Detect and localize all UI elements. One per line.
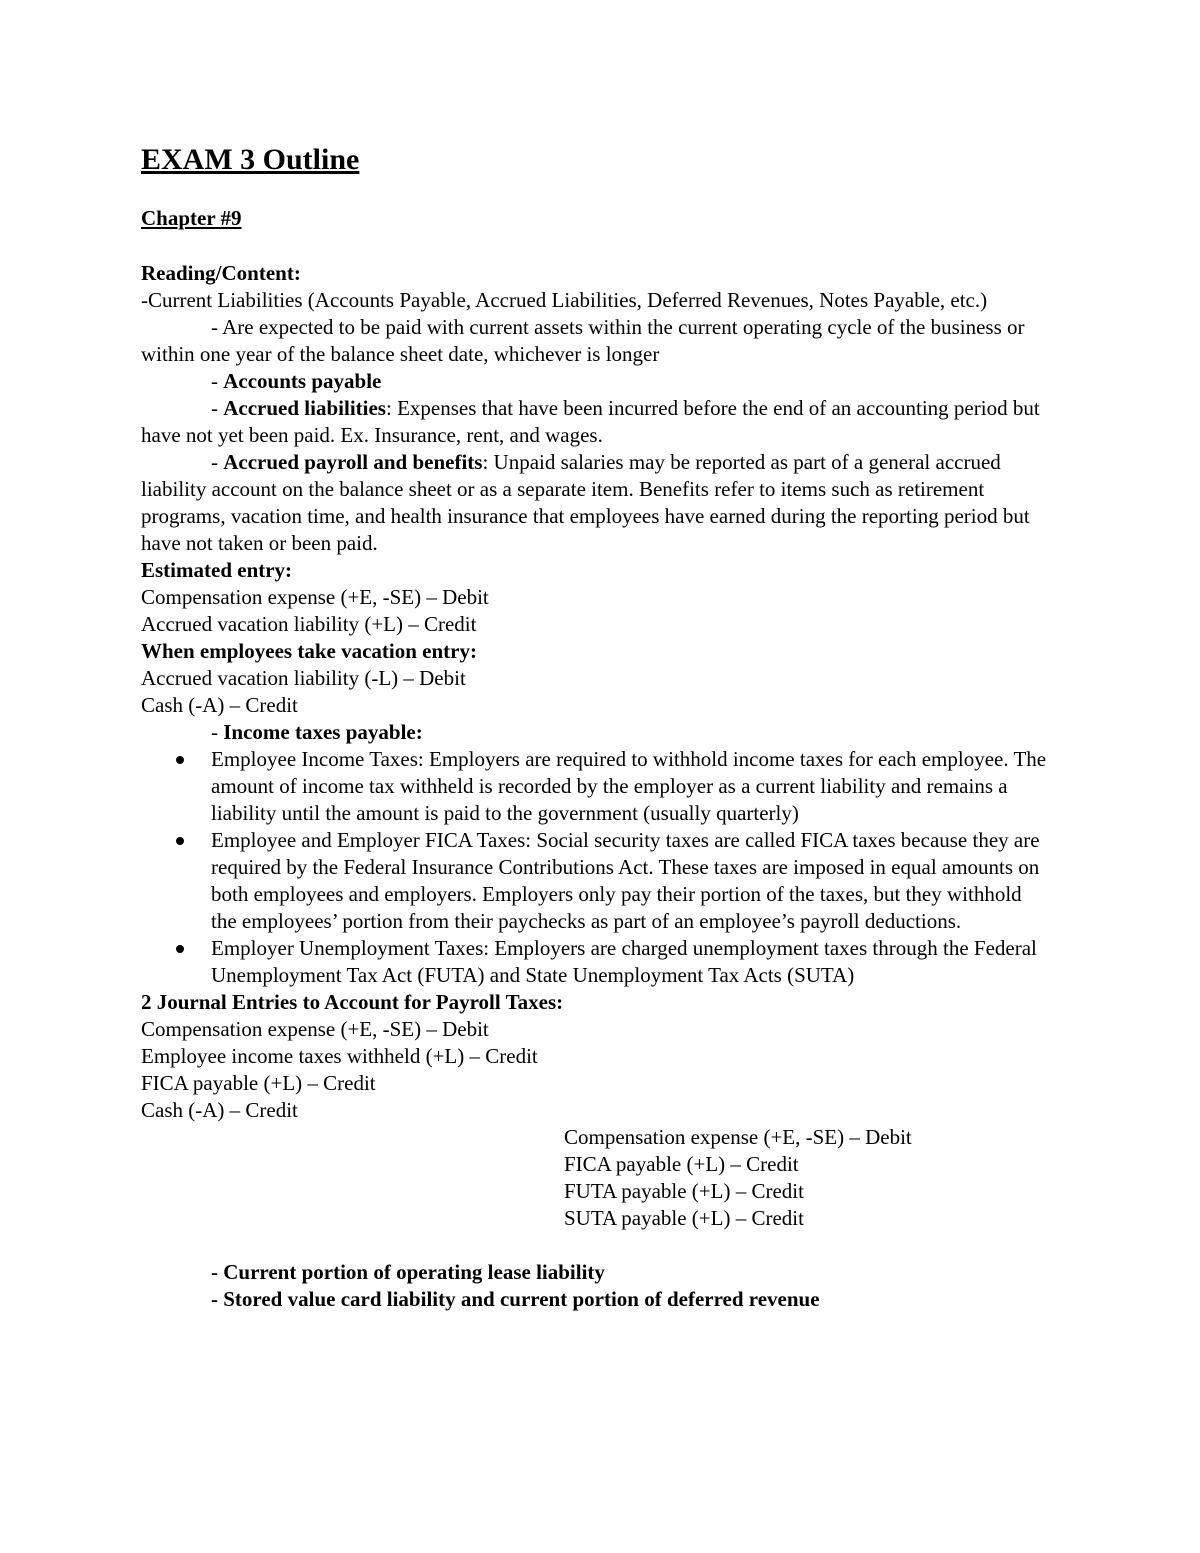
payroll-entry-left-line: Compensation expense (+E, -SE) – Debit <box>141 1017 489 1041</box>
accrued-payroll-definition: : Unpaid salaries may be reported as part of a general accrued liability account on the balance sheet or as a separate item. Benefits refer to items such as retirement programs, vacation time, and health insurance that employees have earned during the reporting period but have not taken or been paid. <box>141 450 1030 555</box>
accrued-liabilities-term: Accrued liabilities <box>223 396 386 420</box>
accrued-payroll-prefix: - <box>211 450 224 474</box>
estimated-entry-heading: Estimated entry: <box>141 558 293 582</box>
estimated-entry-line: Accrued vacation liability (+L) – Credit <box>141 612 477 636</box>
payroll-entry-left-line: Cash (-A) – Credit <box>141 1098 298 1122</box>
income-taxes-prefix: - <box>211 720 224 744</box>
income-taxes-heading <box>141 719 1051 746</box>
accrued-payroll-paragraph <box>141 449 1051 557</box>
bullet-icon <box>176 756 184 764</box>
payroll-entry-right-line: Compensation expense (+E, -SE) – Debit <box>564 1125 912 1149</box>
estimated-entry-line: Compensation expense (+E, -SE) – Debit <box>141 585 489 609</box>
reading-content-heading: Reading/Content: <box>141 261 301 285</box>
payroll-entry-right-line: SUTA payable (+L) – Credit <box>564 1206 804 1230</box>
document-title: EXAM 3 Outline <box>141 143 360 176</box>
payroll-entry-right-block <box>141 1124 1051 1232</box>
tax-bullet-list <box>141 746 1051 989</box>
bullet-text: Employee Income Taxes: Employers are required to withhold income taxes for each employee. The amount of income tax withheld is recorded by the employer as a current liability and remains a liability until the amount is paid to the government (usually quarterly) <box>211 747 1047 825</box>
accounts-payable-term: Accounts payable <box>223 369 382 393</box>
vacation-entry-heading: When employees take vacation entry: <box>141 639 477 663</box>
current-portion-lease: - Current portion of operating lease liability <box>211 1260 605 1284</box>
payroll-entry-left-line: FICA payable (+L) – Credit <box>141 1071 376 1095</box>
accrued-liabilities-prefix: - <box>211 396 224 420</box>
blank-line <box>141 1232 1051 1259</box>
document-body <box>141 260 1051 1313</box>
accounts-payable-prefix: - <box>211 369 224 393</box>
vacation-entry-line: Accrued vacation liability (-L) – Debit <box>141 666 466 690</box>
payroll-entries-heading: 2 Journal Entries to Account for Payroll Taxes: <box>141 990 564 1014</box>
accrued-liabilities-definition: : Expenses that have been incurred before the end of an accounting period but have not yet been paid. Ex. Insurance, rent, and wages. <box>141 396 1040 447</box>
list-item <box>141 935 1051 989</box>
stored-value-card: - Stored value card liability and current portion of deferred revenue <box>211 1287 820 1311</box>
accrued-payroll-term: Accrued payroll and benefits <box>223 450 483 474</box>
bullet-icon <box>176 837 184 845</box>
payroll-entry-right-line: FICA payable (+L) – Credit <box>564 1152 799 1176</box>
list-item <box>141 827 1051 935</box>
current-liabilities-paragraph: -Current Liabilities (Accounts Payable, Accrued Liabilities, Deferred Revenues, Notes Payable, etc.) <box>141 288 988 312</box>
expected-paid-paragraph: - Are expected to be paid with current assets within the current operating cycle of the business or within one year of the balance sheet date, whichever is longer <box>141 315 1025 366</box>
chapter-heading: Chapter #9 <box>141 206 242 230</box>
income-taxes-term: Income taxes payable: <box>223 720 423 744</box>
payroll-entry-left-line: Employee income taxes withheld (+L) – Credit <box>141 1044 538 1068</box>
payroll-entry-right-line: FUTA payable (+L) – Credit <box>564 1179 804 1203</box>
bullet-text: Employee and Employer FICA Taxes: Social security taxes are called FICA taxes because they are required by the Federal Insurance Contributions Act. These taxes are imposed in equal amounts on both employees and employers. Employers only pay their portion of the taxes, but they withhold the employees’ portion from their paychecks as part of an employee’s payroll deductions. <box>211 828 1040 933</box>
bullet-text: Employer Unemployment Taxes: Employers are charged unemployment taxes through the Federal Unemployment Tax Act (FUTA) and State Unemployment Tax Acts (SUTA) <box>211 936 1037 987</box>
accrued-liabilities-paragraph <box>141 395 1051 449</box>
list-item <box>141 746 1051 827</box>
accounts-payable-item <box>141 368 1051 395</box>
bullet-icon <box>176 945 184 953</box>
vacation-entry-line: Cash (-A) – Credit <box>141 693 298 717</box>
